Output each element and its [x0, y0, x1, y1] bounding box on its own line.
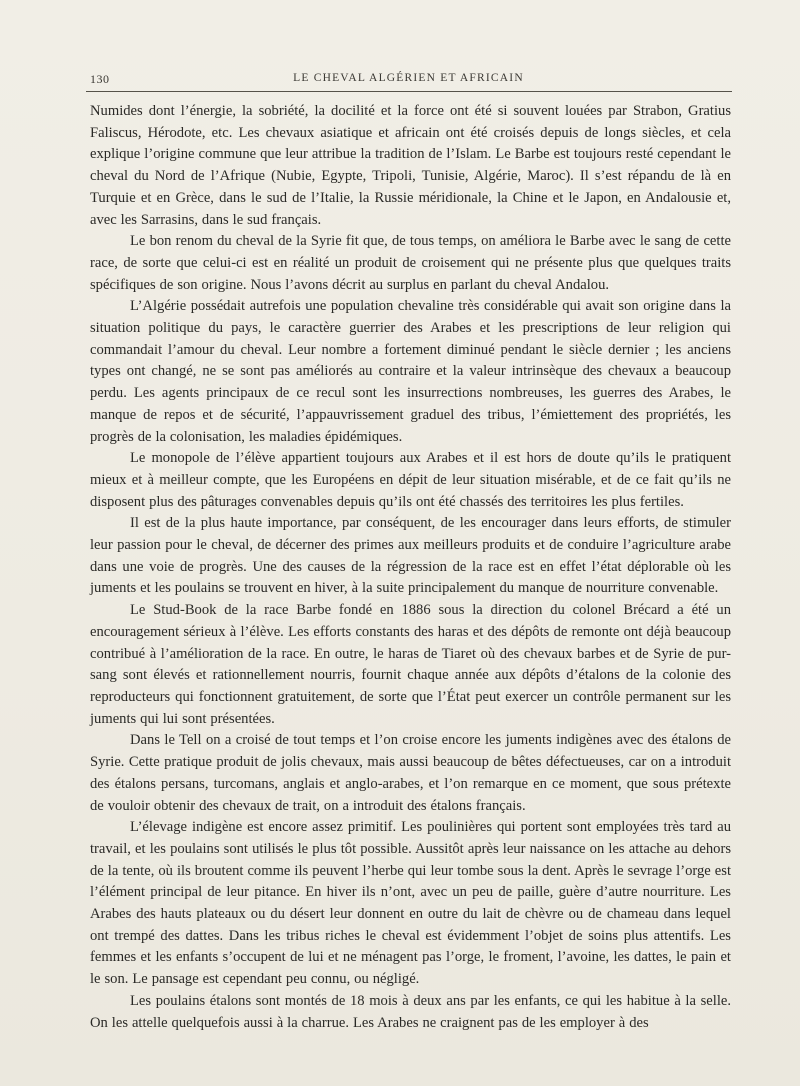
page-number: 130 — [90, 72, 110, 86]
page-header — [86, 72, 731, 90]
paragraph: Dans le Tell on a croisé de tout temps et l’on croise encore les juments indigènes avec des étalons de Syrie. Cette pratique produit de jolis chevaux, mais aussi beaucoup de bêtes défectueuses, car on a introduit des étalons persans, turcomans, anglais et anglo-arabes, et l’on remarque en ce moment, que sous prétexte de vouloir obtenir des chevaux de trait, on a introduit des étalons français. — [90, 732, 731, 814]
body-text — [90, 101, 731, 1034]
paragraph: L’Algérie possédait autrefois une population chevaline très considérable qui avait son origine dans la situation politique du pays, le caractère guerrier des Arabes et les prescriptions de leur religion qui commandait l’amour du cheval. Leur nombre a fortement diminué pendant le siècle dernier ; les anciens types ont changé, ne se sont pas améliorés au contraire et la valeur intrinsèque des chevaux a beaucoup perdu. Les agents principaux de ce recul sont les insurrections nombreuses, les guerres des Arabes, le manque de repos et de sécurité, l’appauvrissement graduel des tribus, l’émiettement des propriétés, les progrès de la colonisation, les maladies épidémiques. — [90, 298, 731, 445]
paragraph: Le Stud-Book de la race Barbe fondé en 1886 sous la direction du colonel Brécard a été un encouragement sérieux à l’élève. Les efforts constants des haras et des dépôts de remonte ont déjà beaucoup contribué à l’amélioration de la race. En outre, le haras de Tiaret où des chevaux barbes et de Syrie de pur-sang sont élevés et rationnellement nourris, fournit chaque année aux dépôts d’étalons de la colonie des reproducteurs qui fonctionnent gratuitement, de sorte que l’État peut exercer un contrôle permanent sur les juments qui lui sont présentées. — [90, 602, 731, 727]
paragraph: Le bon renom du cheval de la Syrie fit que, de tous temps, on améliora le Barbe avec le sang de cette race, de sorte que celui-ci est en réalité un produit de croisement qui ne présente plus que quelques traits spécifiques de son origine. Nous l’avons décrit au surplus en parlant du cheval Andalou. — [90, 233, 731, 293]
header-rule — [86, 91, 732, 92]
paragraph: Il est de la plus haute importance, par conséquent, de les encourager dans leurs efforts, de stimuler leur passion pour le cheval, de décerner des primes aux meilleurs produits et de conduire l’agriculture arabe dans une voie de progrès. Une des causes de la régression de la race est en effet l’état déplorable où les juments et les poulains se trouvent en hiver, à la suite principalement du manque de nourriture convenable. — [90, 515, 731, 597]
paragraph: L’élevage indigène est encore assez primitif. Les poulinières qui portent sont employées très tard au travail, et les poulains sont utilisés le plus tôt possible. Aussitôt après leur naissance on les attache au dehors de la tente, où ils broutent comme ils peuvent l’herbe qui leur tombe sous la dent. Après le sevrage l’orge est l’élément principal de leur pitance. En hiver ils n’ont, avec un peu de paille, guère d’autre nourriture. Les Arabes des hauts plateaux ou du désert leur donnent en outre du lait de chèvre ou de chameau dans lequel ont trempé des dattes. Dans les tribus riches le cheval est évidemment l’objet de soins plus attentifs. Les femmes et les enfants s’occupent de lui et ne ménagent pas l’orge, le froment, l’avoine, les dattes, le pain et le son. Le pansage est cependant peu connu, ou négligé. — [90, 819, 731, 988]
paragraph: Les poulains étalons sont montés de 18 mois à deux ans par les enfants, ce qui les habitue à la selle. On les attelle quelquefois aussi à la charrue. Les Arabes ne craignent pas de les employer à des — [90, 992, 731, 1031]
paragraph: Numides dont l’énergie, la sobriété, la docilité et la force ont été si souvent louées par Strabon, Gratius Faliscus, Hérodote, etc. Les chevaux asiatique et africain ont été croisés depuis de longs siècles, et cela explique l’origine commune que leur attribue la tradition de l’Islam. Le Barbe est toujours resté cependant le cheval du Nord de l’Afrique (Nubie, Egypte, Tripoli, Tunisie, Algérie, Maroc). Il s’est répandu de là en Turquie et en Grèce, dans le sud de l’Italie, la Russie méridionale, la Chine et le Japon, en Andalousie et, avec les Sarrasins, dans le sud français. — [90, 103, 731, 228]
paragraph: Le monopole de l’élève appartient toujours aux Arabes et il est hors de doute qu’ils le pratiquent mieux et à meilleur compte, que les Européens en dépit de leur situation misérable, et de ce fait qu’ils ne disposent plus des pâturages convenables depuis qu’ils ont été chassés des territoires les plus fertiles. — [90, 450, 731, 510]
running-title: LE CHEVAL ALGÉRIEN ET AFRICAIN — [293, 72, 524, 84]
